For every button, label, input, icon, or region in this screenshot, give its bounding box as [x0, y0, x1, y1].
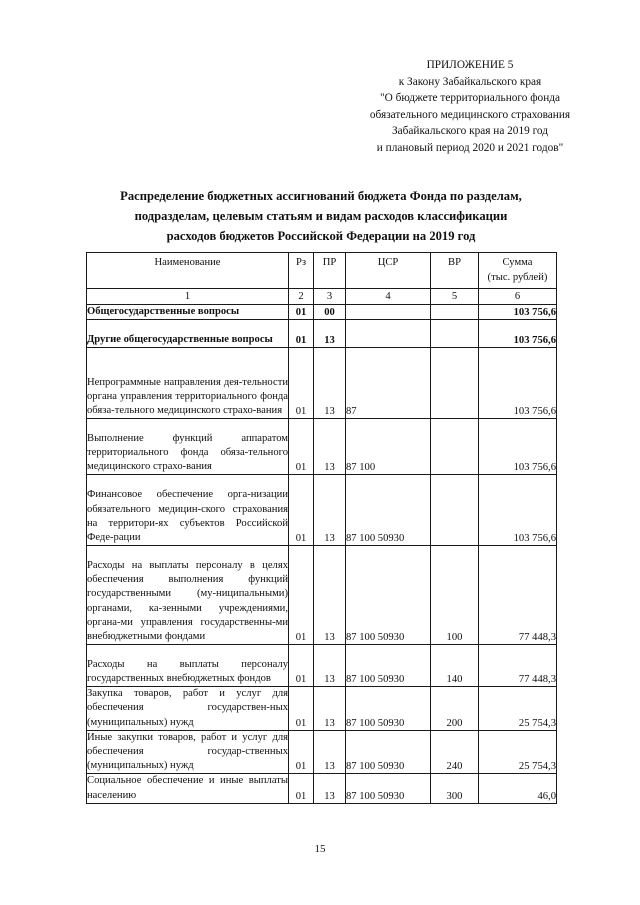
cell-csr: 87 100 — [346, 419, 431, 475]
cell-csr: 87 100 50930 — [346, 645, 431, 687]
table-header-row — [87, 253, 557, 289]
cell-vr: 100 — [431, 546, 479, 645]
colnum-5: 5 — [431, 289, 479, 305]
cell-sum: 77 448,3 — [479, 645, 557, 687]
cell-pr: 13 — [314, 730, 346, 774]
appendix-line-1: ПРИЛОЖЕНИЕ 5 — [426, 59, 514, 71]
colnum-4: 4 — [346, 289, 431, 305]
cell-rz: 01 — [289, 348, 314, 419]
cell-pr: 13 — [314, 687, 346, 731]
cell-vr — [431, 305, 479, 320]
cell-sum: 25 754,3 — [479, 687, 557, 731]
cell-pr: 13 — [314, 320, 346, 348]
header-cell-sum — [479, 253, 557, 289]
title-line-2: подразделам, целевым статьям и видам расходов классификации — [134, 209, 508, 223]
cell-name: Социальное обеспечение и иные выплаты населению — [87, 774, 289, 803]
appendix-line-3: "О бюджете территориального фонда — [379, 92, 561, 104]
cell-sum: 46,0 — [479, 774, 557, 803]
cell-pr: 13 — [314, 419, 346, 475]
cell-rz: 01 — [289, 645, 314, 687]
table-row — [87, 645, 557, 687]
table-row — [87, 475, 557, 546]
cell-name: Финансовое обеспечение орга-низации обязательного медицин-ского страхования на территори-ях субъектов Российской Феде-рации — [87, 475, 289, 546]
table-row — [87, 730, 557, 774]
colnum-2: 2 — [289, 289, 314, 305]
table-row — [87, 774, 557, 803]
colnum-3: 3 — [314, 289, 346, 305]
cell-vr — [431, 348, 479, 419]
cell-rz: 01 — [289, 546, 314, 645]
cell-rz: 01 — [289, 730, 314, 774]
cell-name: Иные закупки товаров, работ и услуг для обеспечения государ-ственных (муниципальных) нужд — [87, 730, 289, 774]
header-cell-pr: ПР — [314, 253, 346, 289]
budget-table-wrapper — [86, 252, 556, 804]
header-sum-line2: (тыс. рублей) — [487, 271, 548, 283]
cell-sum: 103 756,6 — [479, 348, 557, 419]
cell-pr: 13 — [314, 645, 346, 687]
cell-vr: 140 — [431, 645, 479, 687]
cell-name: Выполнение функций аппаратом территориального фонда обяза-тельного медицинского страхо-вания — [87, 419, 289, 475]
cell-name: Расходы на выплаты персоналу в целях обеспечения выполнения функций государственными (му-ниципальными) органами, ка-зенными учреждениями, органа-ми управления государственны-ми внебюджетными фондами — [87, 546, 289, 645]
cell-vr — [431, 475, 479, 546]
cell-vr — [431, 419, 479, 475]
page-title — [86, 186, 556, 246]
cell-rz: 01 — [289, 774, 314, 803]
cell-pr: 13 — [314, 348, 346, 419]
cell-pr: 13 — [314, 475, 346, 546]
colnum-1: 1 — [87, 289, 289, 305]
table-row — [87, 687, 557, 731]
cell-rz: 01 — [289, 305, 314, 320]
cell-name: Расходы на выплаты персоналу государственных внебюджетных фондов — [87, 645, 289, 687]
cell-name: Общегосударственные вопросы — [87, 305, 289, 320]
cell-rz: 01 — [289, 419, 314, 475]
table-row — [87, 348, 557, 419]
header-cell-name: Наименование — [87, 253, 289, 289]
cell-vr: 300 — [431, 774, 479, 803]
appendix-header — [330, 57, 610, 156]
cell-sum: 103 756,6 — [479, 475, 557, 546]
cell-sum: 103 756,6 — [479, 419, 557, 475]
cell-csr — [346, 305, 431, 320]
appendix-line-2: к Закону Забайкальского края — [398, 75, 542, 88]
table-row — [87, 546, 557, 645]
cell-csr: 87 100 50930 — [346, 730, 431, 774]
appendix-line-5: Забайкальского края на 2019 год — [392, 125, 548, 137]
cell-csr: 87 100 50930 — [346, 546, 431, 645]
cell-sum: 103 756,6 — [479, 320, 557, 348]
table-column-number-row — [87, 289, 557, 305]
cell-csr: 87 — [346, 348, 431, 419]
budget-table — [86, 252, 557, 804]
header-sum-line1: Сумма — [502, 257, 533, 268]
cell-vr: 240 — [431, 730, 479, 774]
title-line-1: Распределение бюджетных ассигнований бюджета Фонда по разделам, — [120, 189, 522, 203]
cell-pr: 13 — [314, 774, 346, 803]
cell-name: Другие общегосударственные вопросы — [87, 320, 289, 348]
title-line-3: расходов бюджетов Российской Федерации на 2019 год — [166, 229, 476, 243]
table-row — [87, 320, 557, 348]
header-cell-rz: Рз — [289, 253, 314, 289]
cell-rz: 01 — [289, 687, 314, 731]
cell-rz: 01 — [289, 475, 314, 546]
cell-csr — [346, 320, 431, 348]
cell-sum: 25 754,3 — [479, 730, 557, 774]
cell-rz: 01 — [289, 320, 314, 348]
page-number: 15 — [314, 843, 326, 855]
cell-csr: 87 100 50930 — [346, 687, 431, 731]
table-row — [87, 305, 557, 320]
colnum-6: 6 — [479, 289, 557, 305]
cell-name: Закупка товаров, работ и услуг для обеспечения государствен-ных (муниципальных) нужд — [87, 687, 289, 731]
cell-pr: 00 — [314, 305, 346, 320]
cell-vr — [431, 320, 479, 348]
cell-csr: 87 100 50930 — [346, 475, 431, 546]
header-cell-vr: ВР — [431, 253, 479, 289]
cell-pr: 13 — [314, 546, 346, 645]
header-cell-csr: ЦСР — [346, 253, 431, 289]
cell-vr: 200 — [431, 687, 479, 731]
appendix-line-4: обязательного медицинского страхования — [369, 108, 571, 121]
table-row — [87, 419, 557, 475]
cell-sum: 103 756,6 — [479, 305, 557, 320]
cell-csr: 87 100 50930 — [346, 774, 431, 803]
appendix-line-6: и плановый период 2020 и 2021 годов" — [376, 141, 564, 154]
cell-sum: 77 448,3 — [479, 546, 557, 645]
cell-name: Непрограммные направления дея-тельности органа управления территориального фонда обяза-тельного медицинского страхо-вания — [87, 348, 289, 419]
